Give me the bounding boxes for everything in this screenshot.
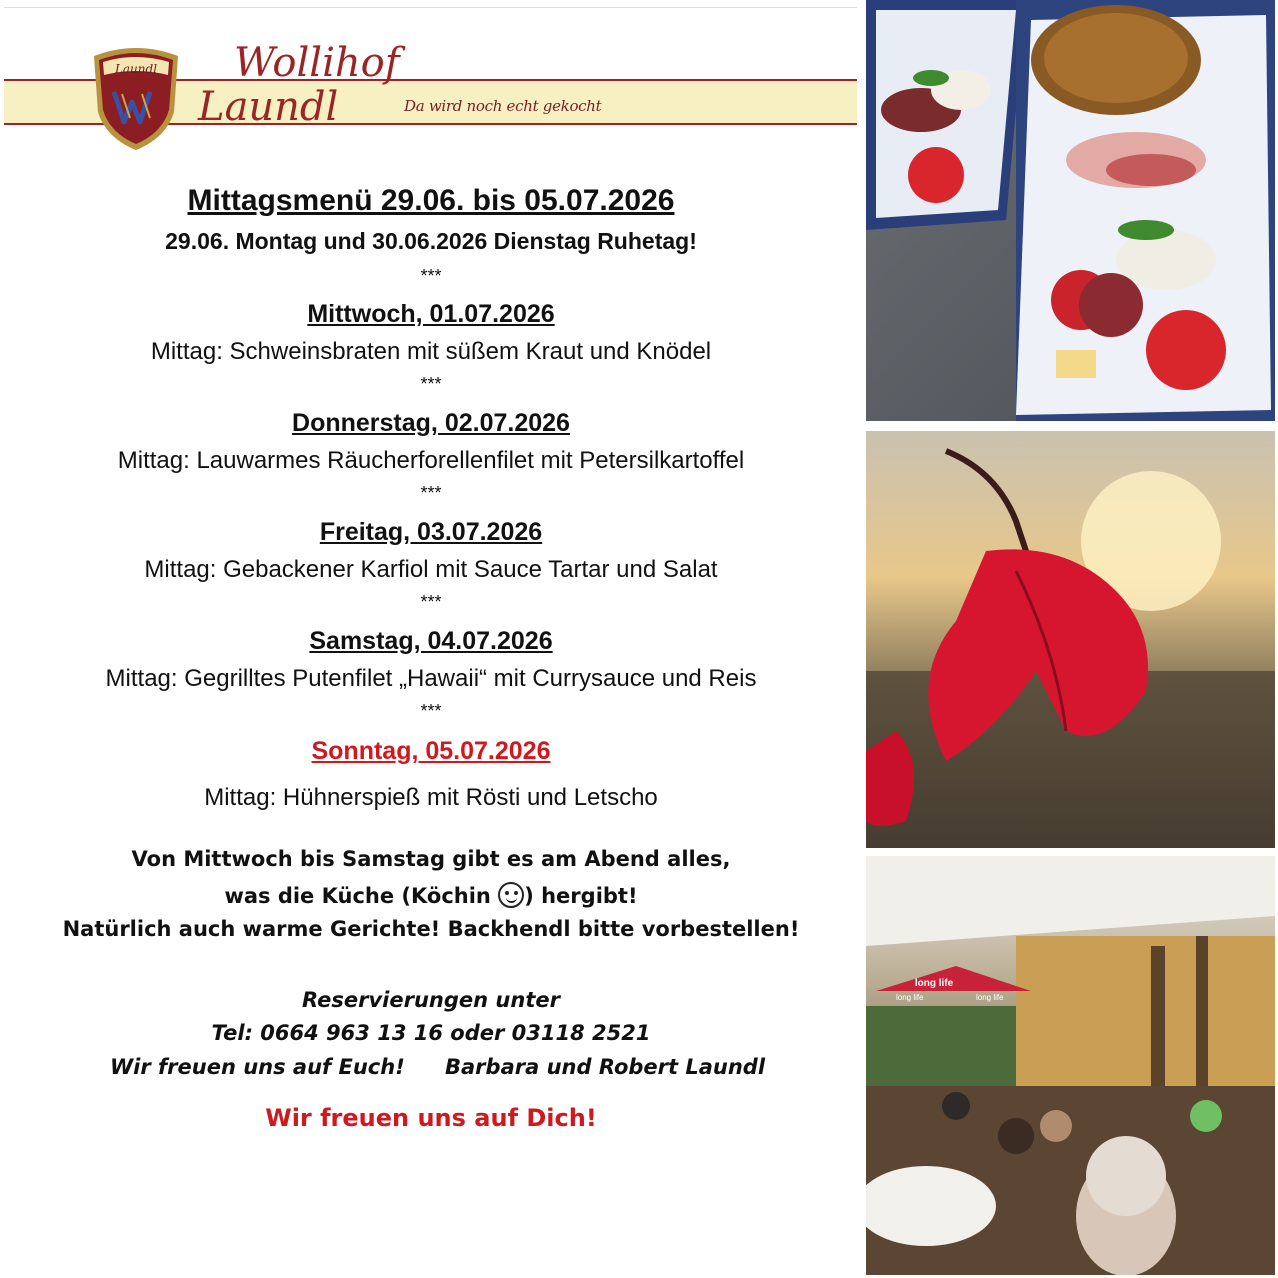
top-divider (4, 7, 857, 8)
dish-line: Mittag: Lauwarmes Räucherforellenfilet mit Petersilkartoffel (117, 447, 745, 474)
dish-line: Mittag: Hühnerspieß mit Rösti und Letscho (204, 784, 658, 811)
rest-day-notice: 29.06. Montag und 30.06.2026 Dienstag Ruhetag! (165, 228, 697, 254)
reservation-label: Reservierungen unter (302, 988, 560, 1012)
logo-crest (86, 42, 186, 152)
dish-line: Mittag: Gegrilltes Putenfilet „Hawaii“ mit Currysauce und Reis (105, 665, 757, 692)
winking-face-icon (498, 882, 524, 908)
menu-title: Mittagsmenü 29.06. bis 05.07.2026 (187, 184, 675, 217)
umbrella-text-3: long life (976, 993, 1004, 1002)
photo-sunset-leaf (866, 431, 1275, 848)
dish-line: Mittag: Gebackener Karfiol mit Sauce Tartar und Salat (144, 556, 718, 583)
logo-text: Laundl (114, 62, 158, 76)
separator: *** (420, 592, 442, 612)
dish-line: Mittag: Schweinsbraten mit süßem Kraut und Knödel (150, 338, 712, 365)
separator: *** (420, 701, 442, 721)
separator: *** (420, 266, 442, 286)
brand-line1: Wollihof (234, 40, 400, 86)
reservation-signature: Barbara und Robert Laundl (445, 1055, 766, 1079)
separator: *** (420, 374, 442, 394)
reservation-phone: Tel: 0664 963 13 16 oder 03118 2521 (211, 1021, 651, 1045)
header (0, 0, 862, 170)
reservation-greeting: Wir freuen uns auf Euch! (110, 1055, 405, 1079)
photo-food-platter (866, 0, 1275, 421)
day-heading: Mittwoch, 01.07.2026 (307, 300, 555, 328)
slogan: Da wird noch echt gekocht (404, 97, 602, 115)
evening-line1: Von Mittwoch bis Samstag gibt es am Abend alles, (131, 847, 731, 871)
day-heading: Freitag, 03.07.2026 (319, 518, 543, 546)
evening-line2-start: was die Küche (Köchin (224, 884, 499, 908)
day-heading: Samstag, 04.07.2026 (309, 627, 553, 655)
brand-line2: Laundl (198, 84, 339, 130)
separator: *** (420, 483, 442, 503)
brand-logotype (196, 34, 406, 134)
closing-message: Wir freuen uns auf Dich! (265, 1104, 597, 1132)
umbrella-text-1: long life (914, 978, 954, 989)
day-heading-sunday: Sonntag, 05.07.2026 (311, 737, 551, 765)
umbrella-text-2: long life (896, 993, 924, 1002)
evening-line3: Natürlich auch warme Gerichte! Backhendl bitte vorbestellen! (62, 917, 800, 941)
evening-line2-end: ) hergibt! (524, 884, 638, 908)
photo-garden-event (866, 856, 1275, 1275)
evening-line2 (0, 882, 862, 908)
day-heading: Donnerstag, 02.07.2026 (292, 409, 570, 437)
